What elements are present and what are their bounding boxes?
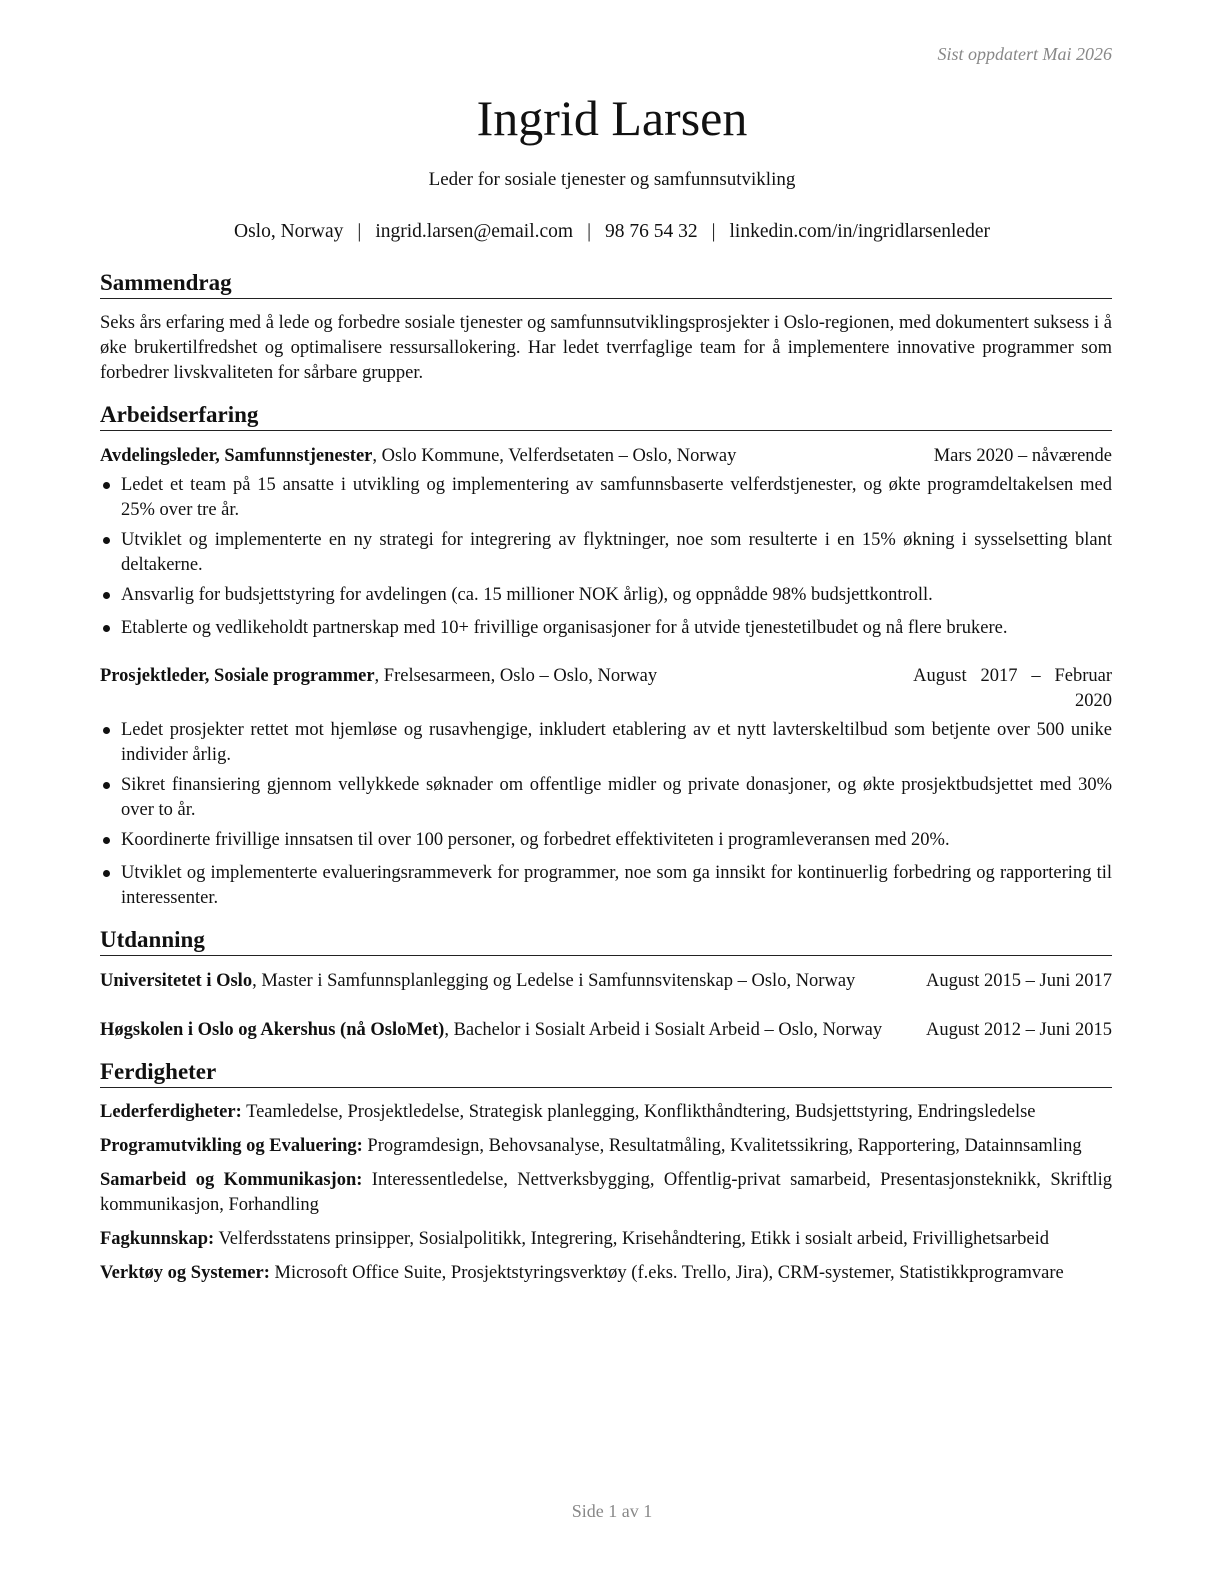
education-title-line <box>100 969 926 994</box>
contact-line <box>0 219 1224 245</box>
job-dates-line-2: 2020 <box>1075 691 1112 711</box>
contact-separator: | <box>357 221 362 242</box>
section-heading: Sammendrag <box>100 268 1112 299</box>
job-employer: , Oslo Kommune, Velferdsetaten – Oslo, Norway <box>372 446 737 466</box>
contact-location: Oslo, Norway <box>234 221 344 242</box>
skill-list: Teamledelse, Prosjektledelse, Strategisk planlegging, Konflikthåndtering, Budsjettstyring, Endringsledelse <box>241 1102 1036 1122</box>
page-number: Side 1 av 1 <box>571 1501 653 1521</box>
contact-separator: | <box>711 221 716 242</box>
education-title-line <box>100 1018 926 1043</box>
job-header <box>100 444 1112 469</box>
education-entry <box>100 1018 1112 1043</box>
skills-section <box>100 1057 1112 1286</box>
job-dates <box>913 664 1112 714</box>
skill-list: Programdesign, Behovsanalyse, Resultatmåling, Kvalitetssikring, Rapportering, Datainnsamling <box>362 1136 1082 1156</box>
education-section <box>100 925 1112 1043</box>
education-dates: August 2015 – Juni 2017 <box>925 971 1112 991</box>
list-item: Utviklet og implementerte evalueringsrammeverk for programmer, noe som ga innsikt for kontinuerlig forbedring og rapportering til interessenter. <box>100 861 1112 911</box>
list-item: Etablerte og vedlikeholdt partnerskap med 10+ frivillige organisasjoner for å utvide tjenestetilbudet og nå flere brukere. <box>100 616 1112 641</box>
school-name: Høgskolen i Oslo og Akershus (nå OsloMet) <box>100 1020 445 1040</box>
summary-section <box>100 268 1112 386</box>
degree: , Bachelor i Sosialt Arbeid i Sosialt Arbeid – Oslo, Norway <box>444 1020 883 1040</box>
job-title-line <box>100 664 913 714</box>
list-item: Ledet et team på 15 ansatte i utvikling og implementering av samfunnsbaserte velferdstjenester, og økte programdeltakelsen med 25% over tre år. <box>100 473 1112 523</box>
skill-list: Velferdsstatens prinsipper, Sosialpolitikk, Integrering, Krisehåndtering, Etikk i sosialt arbeid, Frivillighetsarbeid <box>214 1229 1050 1249</box>
skill-label: Programutvikling og Evaluering: <box>100 1136 363 1156</box>
job-entry <box>100 664 1112 911</box>
summary-text: Seks års erfaring med å lede og forbedre sosiale tjenester og samfunnsutviklingsprosjekter i Oslo-regionen, med dokumentert suksess i å øke brukertilfredshet og optimalisere ressursallokering. Har ledet tverrfaglige team for å implementere innovative programmer som forbedrer livskvaliteten for sårbare grupper. <box>100 313 1112 383</box>
section-heading: Ferdigheter <box>100 1057 1112 1088</box>
list-item: Utviklet og implementerte en ny strategi for integrering av flyktninger, noe som resulterte i en 15% økning i sysselsetting blant deltakerne. <box>100 528 1112 578</box>
job-entry <box>100 444 1112 641</box>
job-title: Prosjektleder, Sosiale programmer <box>100 666 375 686</box>
skill-group <box>100 1227 1112 1252</box>
candidate-title: Leder for sosiale tjenester og samfunnsutvikling <box>428 169 796 190</box>
skill-list: Microsoft Office Suite, Prosjektstyringsverktøy (f.eks. Trello, Jira), CRM-systemer, Statistikkprogramvare <box>269 1263 1064 1283</box>
skill-list: Interessentledelse, Nettverksbygging, Offentlig-privat samarbeid, Presentasjonsteknikk, Skriftlig kommunikasjon, Forhandling <box>100 1170 1112 1215</box>
skill-label: Samarbeid og Kommunikasjon: <box>100 1170 363 1190</box>
job-header <box>100 664 1112 714</box>
education-entry <box>100 969 1112 994</box>
skill-label: Lederferdigheter: <box>100 1102 242 1122</box>
last-updated: Sist oppdatert Mai 2026 <box>937 44 1112 64</box>
contact-email[interactable]: ingrid.larsen@email.com <box>375 221 574 242</box>
candidate-name: Ingrid Larsen <box>476 90 748 146</box>
education-dates: August 2012 – Juni 2015 <box>925 1020 1112 1040</box>
resume-content <box>100 268 1112 1286</box>
skill-group <box>100 1100 1112 1125</box>
list-item: Ledet prosjekter rettet mot hjemløse og rusavhengige, inkludert etablering av et nytt lavterskeltilbud som betjente over 500 unike individer årlig. <box>100 718 1112 768</box>
job-dates: Mars 2020 – nåværende <box>933 446 1112 466</box>
list-item: Ansvarlig for budsjettstyring for avdelingen (ca. 15 millioner NOK årlig), og oppnådde 98% budsjettkontroll. <box>100 583 1112 608</box>
job-bullets <box>100 473 1112 641</box>
contact-separator: | <box>587 221 591 242</box>
job-title-line <box>100 444 934 469</box>
skill-group <box>100 1134 1112 1159</box>
skill-label: Fagkunnskap: <box>100 1229 215 1249</box>
section-heading: Arbeidserfaring <box>100 400 1112 431</box>
experience-section <box>100 400 1112 911</box>
skill-group <box>100 1261 1112 1286</box>
contact-phone: 98 76 54 32 <box>604 221 698 242</box>
list-item: Sikret finansiering gjennom vellykkede søknader om offentlige midler og private donasjoner, og økte prosjektbudsjettet med 30% over to år. <box>100 773 1112 823</box>
skill-label: Verktøy og Systemer: <box>100 1263 270 1283</box>
list-item: Koordinerte frivillige innsatsen til over 100 personer, og forbedret effektiviteten i programleveransen med 20%. <box>100 828 1112 853</box>
skill-group <box>100 1168 1112 1218</box>
degree: , Master i Samfunnsplanlegging og Ledelse i Samfunnsvitenskap – Oslo, Norway <box>252 971 856 991</box>
section-heading: Utdanning <box>100 925 1112 956</box>
job-dates-line-1: August 2017 – Februar <box>913 666 1112 686</box>
contact-linkedin[interactable]: linkedin.com/in/ingridlarsenleder <box>729 221 990 242</box>
job-bullets <box>100 718 1112 911</box>
school-name: Universitetet i Oslo <box>100 971 253 991</box>
job-employer: , Frelsesarmeen, Oslo – Oslo, Norway <box>374 666 658 686</box>
job-title: Avdelingsleder, Samfunnstjenester <box>100 446 373 466</box>
